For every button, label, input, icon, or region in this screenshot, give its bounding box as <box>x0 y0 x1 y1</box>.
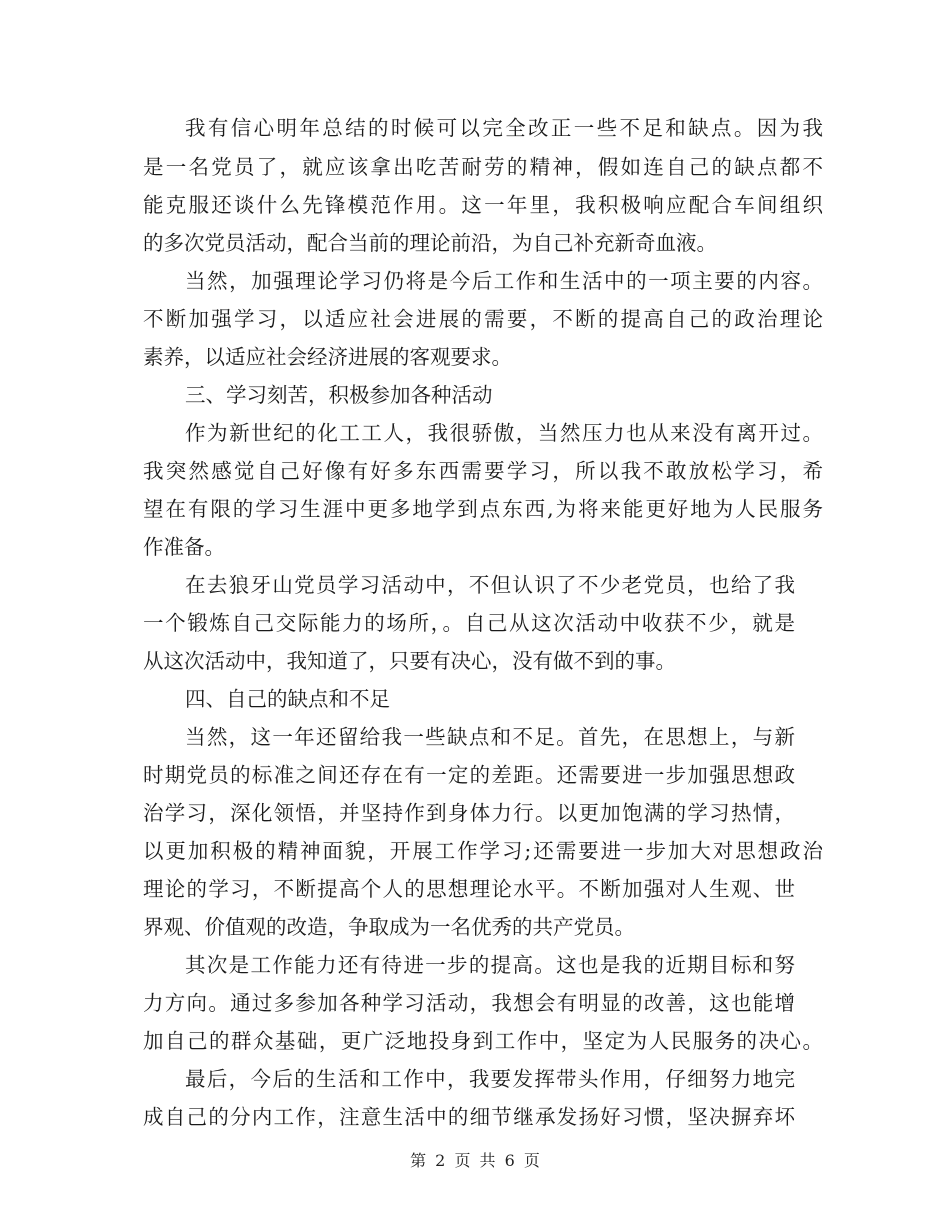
paragraph-line: 理论的学习，不断提高个人的思想理论水平。不断加强对人生观、世 <box>143 877 795 901</box>
paragraph-line: 素养，以适应社会经济进展的客观要求。 <box>143 345 512 369</box>
paragraph-line: 最后，今后的生活和工作中，我要发挥带头作用，仔细努力地完 <box>185 1067 795 1091</box>
paragraph-line: 其次是工作能力还有待进一步的提高。这也是我的近期目标和努 <box>185 953 795 977</box>
paragraph-line: 治学习，深化领悟，并坚持作到身体力行。以更加饱满的学习热情， <box>143 801 795 825</box>
paragraph-line: 不断加强学习，以适应社会进展的需要，不断的提高自己的政治理论 <box>143 307 823 331</box>
paragraph-line: 以更加积极的精神面貌，开展工作学习;还需要进一步加大对思想政治 <box>143 839 823 863</box>
paragraph-line: 从这次活动中，我知道了，只要有决心，没有做不到的事。 <box>143 649 676 673</box>
paragraph-line: 的多次党员活动，配合当前的理论前沿，为自己补充新奇血液。 <box>143 231 717 255</box>
section-heading: 三、学习刻苦，积极参加各种活动 <box>185 383 493 407</box>
paragraph-line: 界观、价值观的改造，争取成为一名优秀的共产党员。 <box>143 915 635 939</box>
paragraph-line: 一个锻炼自己交际能力的场所，。自己从这次活动中收获不少，就是 <box>143 611 795 635</box>
paragraph-line: 作为新世纪的化工工人，我很骄傲，当然压力也从来没有离开过。 <box>185 421 823 445</box>
section-heading: 四、自己的缺点和不足 <box>185 687 390 711</box>
paragraph-line: 作准备。 <box>143 535 225 559</box>
paragraph-line: 我突然感觉自己好像有好多东西需要学习，所以我不敢放松学习，希 <box>143 459 823 483</box>
paragraph-line: 加自己的群众基础，更广泛地投身到工作中，坚定为人民服务的决心。 <box>143 1029 823 1053</box>
paragraph-line: 在去狼牙山党员学习活动中，不但认识了不少老党员，也给了我 <box>185 573 795 597</box>
paragraph-line: 时期党员的标准之间还存在有一定的差距。还需要进一步加强思想政 <box>143 763 795 787</box>
paragraph-line: 成自己的分内工作，注意生活中的细节继承发扬好习惯，坚决摒弃坏 <box>143 1105 795 1129</box>
paragraph-line: 是一名党员了，就应该拿出吃苦耐劳的精神，假如连自己的缺点都不 <box>143 155 823 179</box>
paragraph-line: 望在有限的学习生涯中更多地学到点东西,为将来能更好地为人民服务 <box>143 497 823 521</box>
paragraph-line: 当然，加强理论学习仍将是今后工作和生活中的一项主要的内容。 <box>185 269 823 293</box>
paragraph-line: 我有信心明年总结的时候可以完全改正一些不足和缺点。因为我 <box>185 116 823 140</box>
paragraph-line: 当然，这一年还留给我一些缺点和不足。首先，在思想上，与新 <box>185 725 795 749</box>
paragraph-line: 力方向。通过多参加各种学习活动，我想会有明显的改善，这也能增 <box>143 991 795 1015</box>
page-number-footer: 第 2 页 共 6 页 <box>410 1151 540 1170</box>
paragraph-line: 能克服还谈什么先锋模范作用。这一年里，我积极响应配合车间组织 <box>143 193 823 217</box>
